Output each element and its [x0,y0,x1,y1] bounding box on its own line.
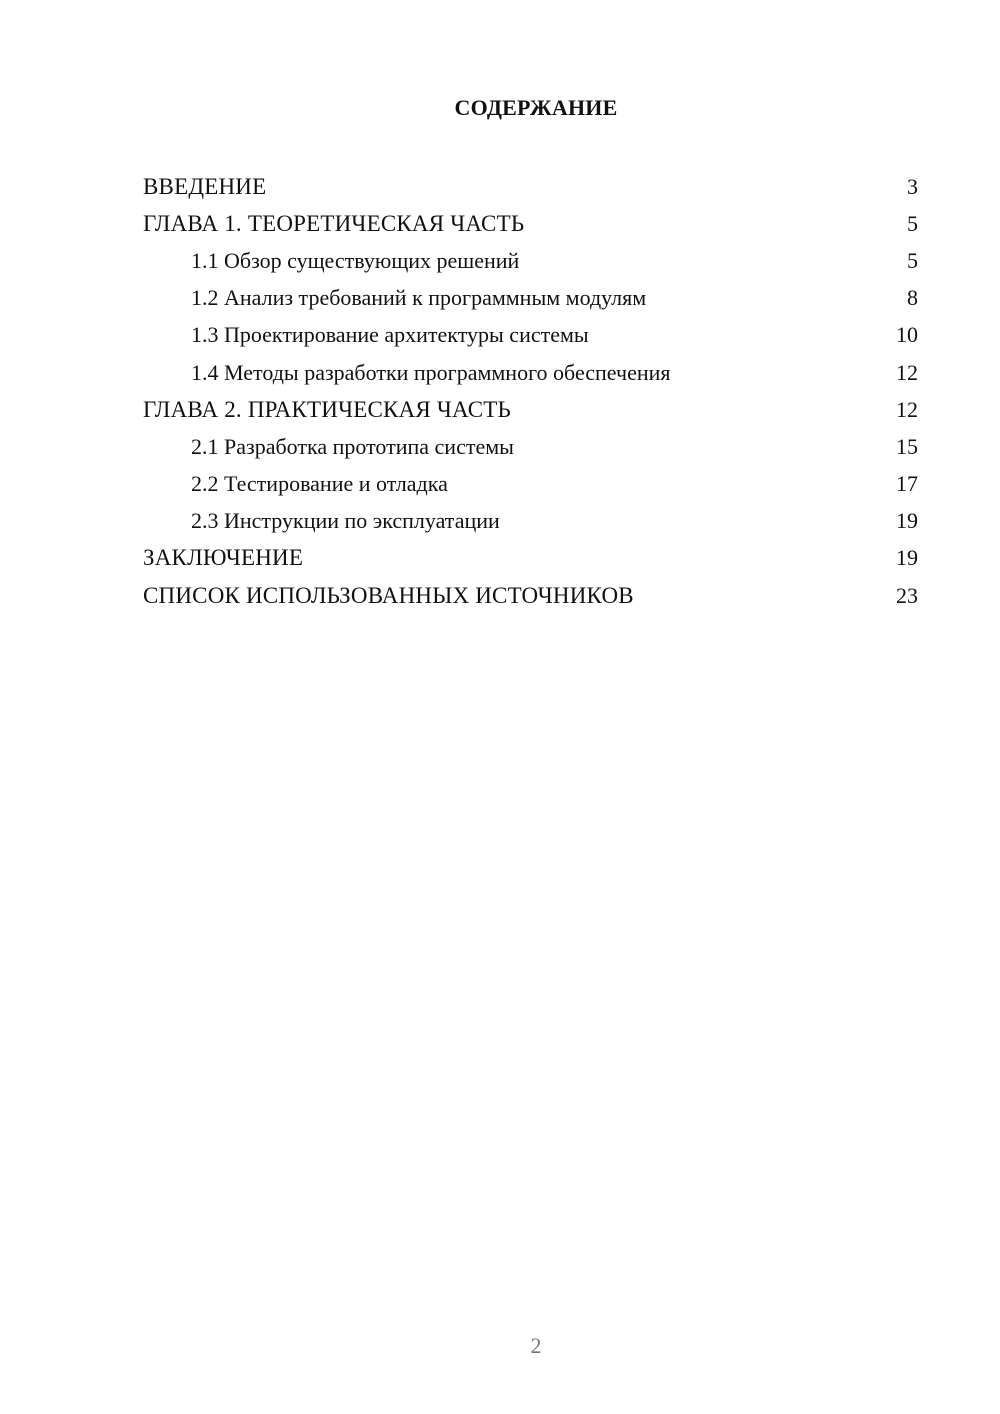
toc-entry-label: ЗАКЛЮЧЕНИЕ [143,545,304,571]
toc-entry-page-number: 15 [896,433,918,459]
toc-entry-label: 1.4 Методы разработки программного обеспечения [191,359,671,385]
toc-entry-page-number: 19 [896,545,918,571]
toc-entry-section-1-1[interactable] [143,242,918,279]
page-title: СОДЕРЖАНИЕ [454,95,618,120]
toc-entry-page-number: 12 [896,359,918,385]
toc-entry-section-1-4[interactable] [143,354,918,391]
toc-entry-page-number: 3 [907,173,918,199]
toc-entry-page-number: 10 [896,322,918,348]
toc-entry-chapter-1[interactable] [143,205,918,242]
toc-entry-page-number: 19 [896,508,918,534]
toc-entry-label: СПИСОК ИСПОЛЬЗОВАННЫХ ИСТОЧНИКОВ [143,582,634,608]
toc-entry-page-number: 17 [896,471,918,497]
toc-entry-section-2-2[interactable] [143,466,918,503]
toc-entry-label: 1.3 Проектирование архитектуры системы [191,322,589,348]
toc-entry-page-number: 23 [896,582,918,608]
toc-entry-page-number: 5 [907,247,918,273]
toc-entry-page-number: 8 [907,285,918,311]
toc-entry-page-number: 5 [907,210,918,236]
toc-entry-label: ГЛАВА 2. ПРАКТИЧЕСКАЯ ЧАСТЬ [143,396,511,422]
toc-entry-label: 1.1 Обзор существующих решений [191,247,520,273]
toc-entry-conclusion[interactable] [143,540,918,577]
toc-entry-section-1-2[interactable] [143,280,918,317]
page-number: 2 [530,1333,542,1358]
toc-entry-page-number: 12 [896,396,918,422]
toc-entry-label: 2.3 Инструкции по эксплуатации [191,508,500,534]
toc-entry-label: 2.2 Тестирование и отладка [191,471,448,497]
toc-entry-chapter-2[interactable] [143,391,918,428]
table-of-contents [143,168,918,614]
toc-entry-label: 2.1 Разработка прототипа системы [191,433,514,459]
toc-entry-label: ГЛАВА 1. ТЕОРЕТИЧЕСКАЯ ЧАСТЬ [143,210,525,236]
toc-entry-references[interactable] [143,577,918,614]
toc-entry-label: 1.2 Анализ требований к программным модулям [191,285,647,311]
toc-entry-introduction[interactable] [143,168,918,205]
toc-entry-label: ВВЕДЕНИЕ [143,173,267,199]
toc-entry-section-2-3[interactable] [143,503,918,540]
toc-entry-section-1-3[interactable] [143,317,918,354]
toc-entry-section-2-1[interactable] [143,428,918,465]
